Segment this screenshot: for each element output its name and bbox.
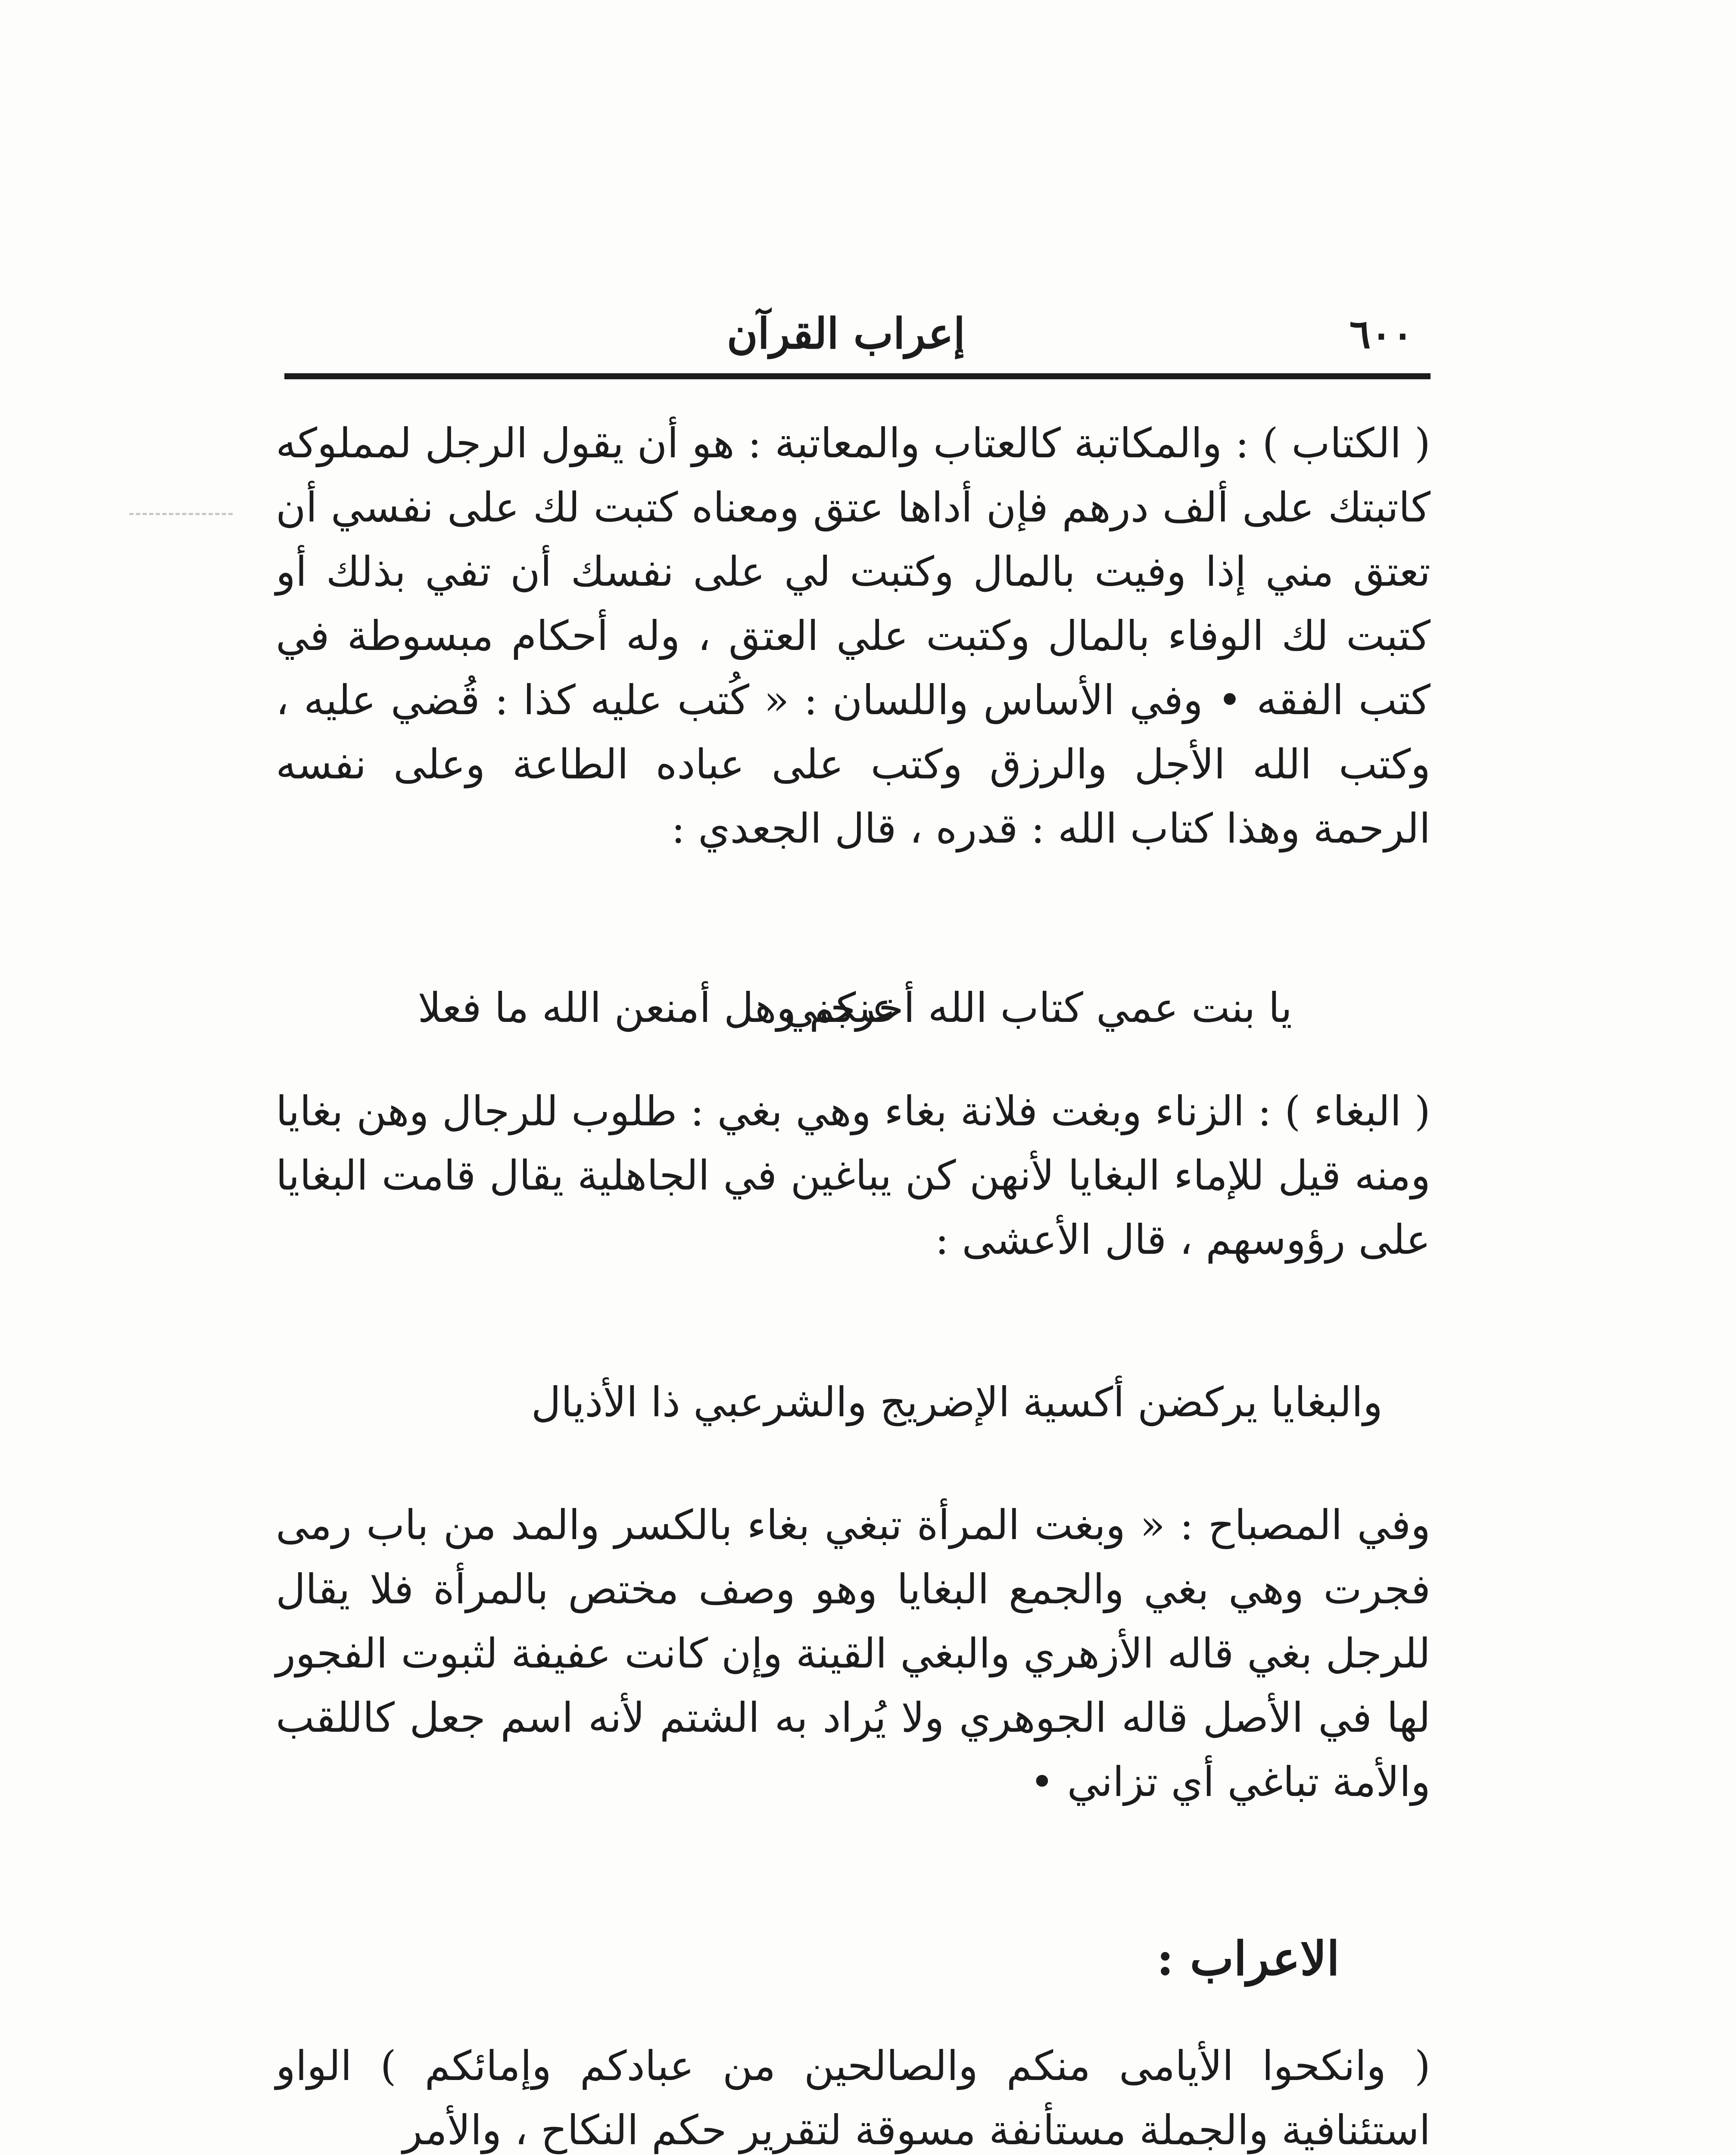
paragraph-kitab-text: ( الكتاب ) : والمكاتبة كالعتاب والمعاتبة : هو أن يقول الرجل لمملوكه كاتبتك على ألف درهم فإن أداها عتق ومعناه كتبت لك على نفسي أن تعتق مني إذا وفيت بالمال وكتبت لي على نفسك أن تفي بذلك أو كتبت لك الوفاء بالمال وكتبت علي العتق ، وله أحكام مبسوطة في كتب الفقه • وفي الأساس واللسان : « كُتب عليه كذا : قُضي عليه ، وكتب الله الأجل والرزق وكتب على عباده الطاعة وعلى نفسه الرحمة وهذا كتاب الله : قدره ، قال الجعدي : <box>276 420 1431 853</box>
paragraph-misbah <box>276 1493 1431 1815</box>
paragraph-bigha <box>276 1080 1431 1272</box>
verse-1-second-hemistich: عنكم وهل أمنعن الله ما فعلا <box>418 984 896 1032</box>
paragraph-irab <box>276 2034 1431 2155</box>
page-header <box>284 302 1431 366</box>
paragraph-misbah-text: وفي المصباح : « وبغت المرأة تبغي بغاء بالكسر والمد من باب رمى فجرت وهي بغي والجمع البغايا وهو وصف مختص بالمرأة فلا يقال للرجل بغي قاله الأزهري والبغي القينة وإن كانت عفيفة لثبوت الفجور لها في الأصل قاله الجوهري ولا يُراد به الشتم لأنه اسم جعل كاللقب والأمة تباغي أي تزاني • <box>276 1502 1431 1806</box>
paragraph-kitab <box>276 412 1431 861</box>
margin-mark <box>129 513 233 518</box>
section-heading-irab: الاعراب : <box>1156 1932 1340 1986</box>
page-number: ٦٠٠ <box>1349 311 1413 357</box>
paragraph-irab-text: ( وانكحوا الأيامى منكم والصالحين من عبادكم وإمائكم ) الواو استئنافية والجملة مستأنفة مسوقة لتقرير حكم النكاح ، والأمر <box>276 2043 1431 2154</box>
verse-1-first-hemistich: يا بنت عمي كتاب الله أخرجني <box>784 984 1292 1032</box>
verse-2: والبغايا يركضن أكسية الإضريج والشرعبي ذا الأذيال <box>531 1379 1383 1426</box>
paragraph-bigha-text: ( البغاء ) : الزناء وبغت فلانة بغاء وهي بغي : طلوب للرجال وهن بغايا ومنه قيل للإماء البغايا لأنهن كن يباغين في الجاهلية يقال قامت البغايا على رؤوسهم ، قال الأعشى : <box>276 1088 1431 1264</box>
book-title: إعراب القرآن <box>726 309 965 359</box>
header-rule <box>284 373 1431 379</box>
